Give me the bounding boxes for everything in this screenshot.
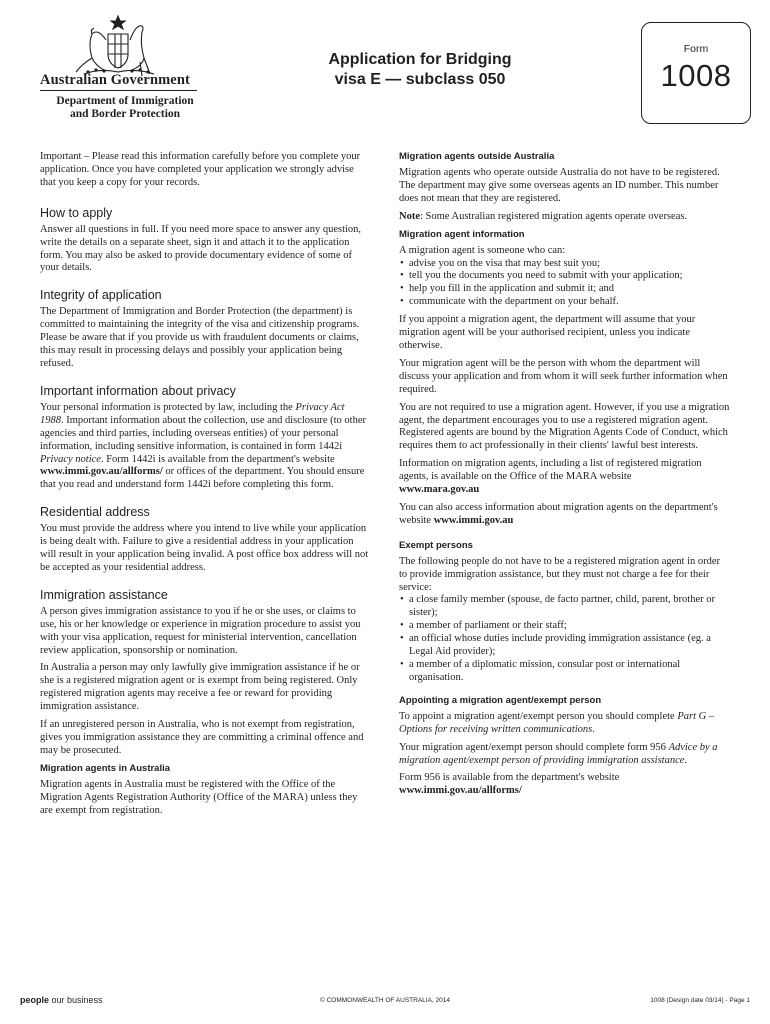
- exempt-bullet-list: [399, 594, 730, 684]
- title-line-1: Application for Bridging: [328, 51, 512, 68]
- tagline-rest: our business: [49, 995, 103, 1005]
- note-text: [399, 211, 730, 224]
- section-heading: Integrity of application: [40, 288, 162, 303]
- part-g-reference: Part G – Options for receiving written communications: [399, 710, 715, 735]
- department-line-1: Department of Immigration: [56, 95, 194, 107]
- immi-info-text: [399, 502, 730, 528]
- section-text: Migration agents in Australia must be registered with the Office of the Migration Agents Registration Authority (Office of the MARA) unless they are exempt from registration.: [40, 778, 358, 816]
- mara-info-text: [399, 458, 730, 497]
- section-heading: Residential address: [40, 505, 150, 520]
- header-divider: [40, 90, 197, 91]
- section-text: In Australia a person may only lawfully give immigration assistance if he or she is a registered migration agent or is exempt from being registered. Only registered migration agents may receive a fee or reward for providing immigration assistance.: [40, 662, 360, 713]
- department-line-2: and Border Protection: [69, 108, 181, 120]
- section-text: A person gives immigration assistance to you if he or she uses, or claims to use, his or her knowledge or experience in migration procedure to assist you with your visa application, request for ministerial intervention, cancellation review application, sponsorship or nomination.: [40, 605, 361, 656]
- government-name: Australian Government: [40, 72, 190, 88]
- section-integrity: [40, 288, 370, 371]
- mara-link[interactable]: www.mara.gov.au: [399, 484, 480, 496]
- section-text: A migration agent is someone who can:: [399, 244, 566, 256]
- intro-text: Important – Please read this information carefully before you complete your application. Once you have completed your application we strongly advise that you keep a copy for your records.: [40, 151, 361, 188]
- footer-tagline: [20, 995, 103, 1005]
- form-number-box: [641, 22, 751, 124]
- section-text: Answer all questions in full. If you need more space to answer any question, write the details on a separate sheet, sign it and attach it to the application form. You may also be asked to provide documentary evidence of some of your details.: [40, 223, 362, 274]
- text-run: You can also access information about migration agents on the department's website: [399, 501, 718, 526]
- list-item: • communicate with the department on your behalf.: [399, 296, 730, 309]
- section-heading: How to apply: [40, 205, 113, 220]
- tagline-bold: people: [20, 995, 50, 1005]
- text-run: Form 956 is available from the department's website: [399, 772, 620, 784]
- footer-copyright: © COMMONWEALTH OF AUSTRALIA, 2014: [320, 997, 450, 1004]
- section-privacy: [40, 384, 370, 492]
- immi-link[interactable]: www.immi.gov.au: [433, 514, 514, 526]
- list-item: • tell you the documents you need to submit with your application;: [399, 270, 730, 283]
- text-run: : Some Australian registered migration agents operate overseas.: [420, 210, 688, 222]
- subsection-heading: Migration agents in Australia: [40, 762, 171, 774]
- section-text: The Department of Immigration and Border Protection (the department) is committed to maintaining the integrity of the visa and citizenship programs. Please be aware that if you provide us with fraudulent documents or claims, this may result in processing delays and possibly your application being refused.: [40, 306, 360, 369]
- form-label: Form: [683, 43, 709, 55]
- note-label: Note: [399, 210, 420, 222]
- list-item: • a member of a diplomatic mission, consular post or international organisation.: [399, 659, 730, 685]
- right-column: [399, 151, 730, 803]
- page-title: [300, 50, 540, 90]
- section-text: If an unregistered person in Australia, who is not exempt from registration, gives you immigration assistance they are committing a criminal offence and may be prosecuted.: [40, 719, 364, 756]
- footer-page-info: 1008 (Design date 03/14) - Page 1: [650, 997, 750, 1004]
- list-item: • help you fill in the application and submit it; and: [399, 283, 730, 296]
- coat-of-arms-logo: [70, 14, 166, 80]
- left-column: [40, 151, 370, 831]
- section-text: Your migration agent will be the person with whom the department will discuss your application and from whom it will seek further information when required.: [399, 357, 728, 395]
- section-heading: Important information about privacy: [40, 383, 236, 398]
- section-text: Migration agents who operate outside Australia do not have to be registered. The department may give some overseas agents an ID number. This number does not mean that they are registered.: [399, 167, 720, 204]
- appoint-text: To appoint a migration agent/exempt person you should complete Part G – Options for receiving written communications.: [399, 710, 715, 735]
- allforms-link[interactable]: www.immi.gov.au/allforms/: [399, 785, 522, 797]
- form-number: 1008: [660, 58, 732, 93]
- list-item: • a member of parliament or their staff;: [399, 620, 730, 633]
- section-text: You are not required to use a migration agent. However, if you use a migration agent, the department encourages you to use a registered migration agent. Registered agents are bound by the Migration Agents Code of Conduct, which requires them to act professionally in their clients' lawful best interests.: [399, 401, 730, 452]
- text-run: . Form 1442i is available from the department's website: [100, 453, 335, 465]
- form-956-availability: [399, 772, 730, 798]
- section-text: If you appoint a migration agent, the department will assume that your migration agent will be your authorised recipient, unless you indicate otherwise.: [399, 314, 696, 351]
- subsection-heading: Migration agent information: [399, 228, 525, 240]
- subsection-heading: Exempt persons: [399, 539, 473, 551]
- text-run: Your migration agent/exempt person should complete form 956: [399, 741, 669, 753]
- text-run: To appoint a migration agent/exempt person you should complete: [399, 710, 678, 722]
- privacy-text: [40, 402, 370, 492]
- subsection-heading: Migration agents outside Australia: [399, 151, 555, 162]
- subsection-heading: Appointing a migration agent/exempt person: [399, 694, 602, 706]
- text-run: Your personal information is protected by law, including the: [40, 401, 296, 413]
- title-line-2: visa E — subclass 050: [334, 71, 506, 88]
- section-residential: [40, 505, 370, 575]
- agent-bullet-list: [399, 258, 730, 310]
- list-item: • an official whose duties include providing immigration assistance (eg. a Legal Aid provider);: [399, 633, 730, 659]
- form-956-text: Your migration agent/exempt person should complete form 956 Advice by a migration agent/exempt person of providing immigration assistance.: [399, 741, 718, 766]
- section-text: The following people do not have to be a registered migration agent in order to provide immigration assistance, but they must not charge a fee for their service:: [399, 555, 721, 593]
- section-text: You must provide the address where you intend to live while your application is being dealt with. Failure to give a residential address in your application will result in your application being invalid. A post office box address will not be accepted as your residential address.: [40, 523, 369, 573]
- section-immigration-assistance: [40, 588, 370, 818]
- section-heading: Immigration assistance: [40, 587, 168, 602]
- list-item: • a close family member (spouse, de facto partner, child, parent, brother or sister);: [399, 594, 730, 620]
- list-item: • advise you on the visa that may best suit you;: [399, 258, 730, 271]
- text-run: . Important information about the collection, use and disclosure (to other agencies and third parties, including overseas entities) of your personal information, including sensitive information, is contained in form 1442i: [40, 414, 367, 452]
- act-name: Privacy Act 1988: [40, 401, 345, 426]
- text-run: or offices of the department. You should ensure that you read and understand form 1442i before completing this form.: [40, 466, 365, 491]
- department-name: [40, 95, 210, 121]
- text-run: Information on migration agents, including a list of registered migration agents, is available on the Office of the MARA website: [399, 458, 702, 483]
- allforms-link[interactable]: www.immi.gov.au/allforms/: [40, 466, 163, 478]
- notice-name: Privacy notice: [40, 453, 101, 465]
- form-956-title: Advice by a migration agent/exempt person of providing immigration assistance: [399, 741, 718, 766]
- section-how-to-apply: [40, 206, 370, 276]
